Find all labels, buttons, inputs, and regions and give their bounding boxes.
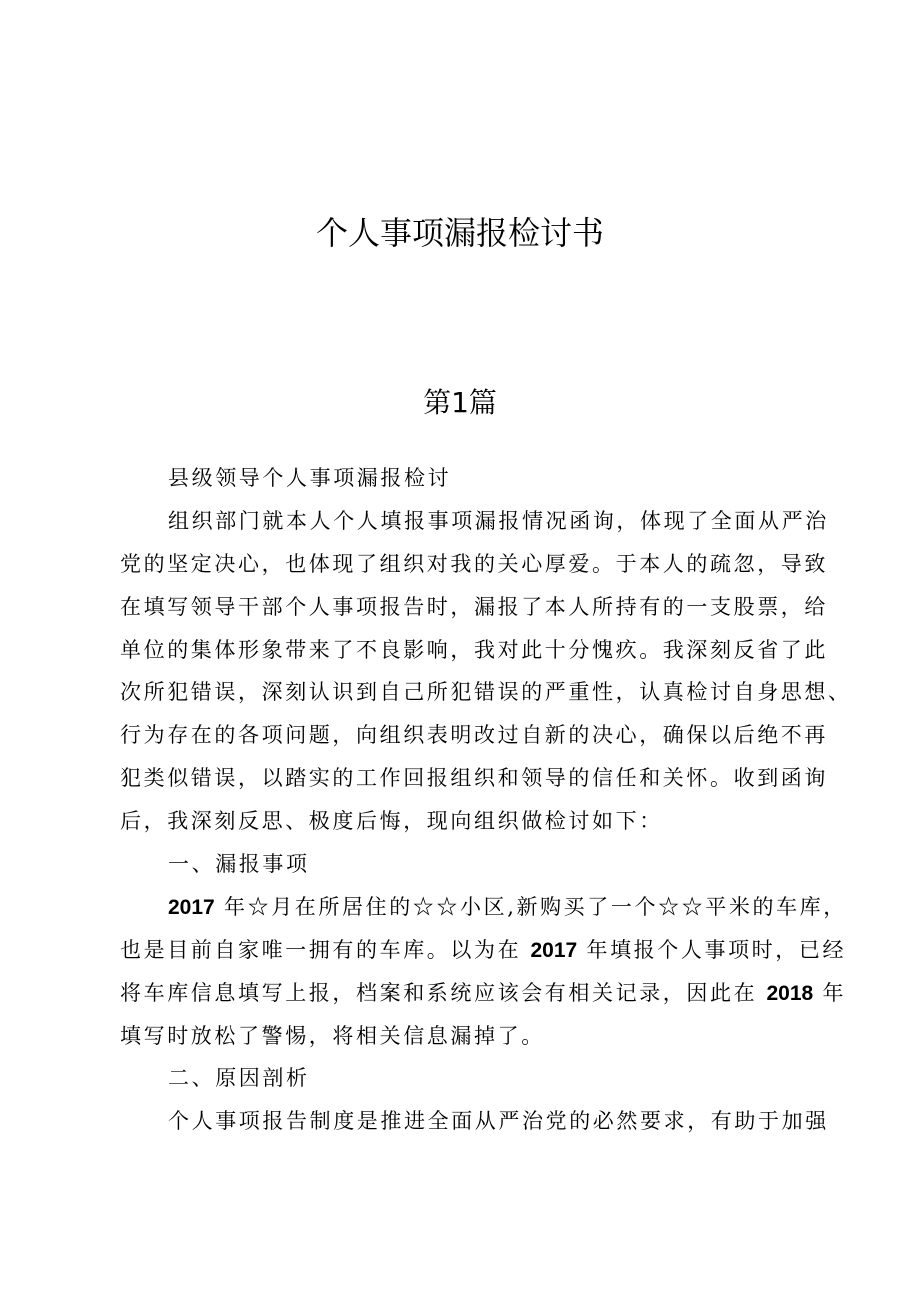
paragraph-line: 单位的集体形象带来了不良影响，我对此十分愧疚。我深刻反省了此 xyxy=(120,637,828,662)
heading-omitted-items: 一、漏报事项 xyxy=(168,852,310,877)
document-body xyxy=(120,457,852,1143)
paragraph-line: 将车库信息填写上报，档案和系统应该会有相关记录，因此在 2018 年 xyxy=(120,980,847,1005)
paragraph-cause-analysis xyxy=(120,1100,830,1143)
paragraph-line: 填写时放松了警惕，将相关信息漏掉了。 xyxy=(120,1023,545,1048)
year-number: 2017 xyxy=(168,895,215,919)
paragraph-line: 在填写领导干部个人事项报告时，漏报了本人所持有的一支股票，给 xyxy=(120,594,828,619)
paragraph-line: 个人事项报告制度是推进全面从严治党的必然要求，有助于加强 xyxy=(168,1109,829,1134)
year-number: 2018 xyxy=(766,981,814,1005)
paragraph-line: 犯类似错误，以踏实的工作回报组织和领导的信任和关怀。收到函询 xyxy=(120,766,828,791)
paragraph-line: 也是目前自家唯一拥有的车库。以为在 2017 年填报个人事项时，已经 xyxy=(120,937,847,962)
paragraph-line: 行为存在的各项问题，向组织表明改过自新的决心，确保以后绝不再 xyxy=(120,723,828,748)
document-title: 个人事项漏报检讨书 xyxy=(315,214,604,252)
paragraph-intro xyxy=(120,500,852,843)
subtitle: 县级领导个人事项漏报检讨 xyxy=(168,466,452,490)
paragraph-omitted-items xyxy=(120,886,847,1058)
paragraph-line: 组织部门就本人个人填报事项漏报情况函询，体现了全面从严治 xyxy=(168,508,829,533)
year-number: 2017 xyxy=(530,938,578,962)
paragraph-line: 次所犯错误，深刻认识到自己所犯错误的严重性，认真检讨自身思想、 xyxy=(120,680,852,705)
section-title: 第1篇 xyxy=(423,386,497,419)
paragraph-line: 2017 年☆月在所居住的☆☆小区,新购买了一个☆☆平米的车库， xyxy=(168,894,847,919)
paragraph-line: 后，我深刻反思、极度后悔，现向组织做检讨如下： xyxy=(120,809,663,834)
paragraph-line: 党的坚定决心，也体现了组织对我的关心厚爱。于本人的疏忽，导致 xyxy=(120,551,828,576)
heading-cause-analysis: 二、原因剖析 xyxy=(168,1066,310,1091)
